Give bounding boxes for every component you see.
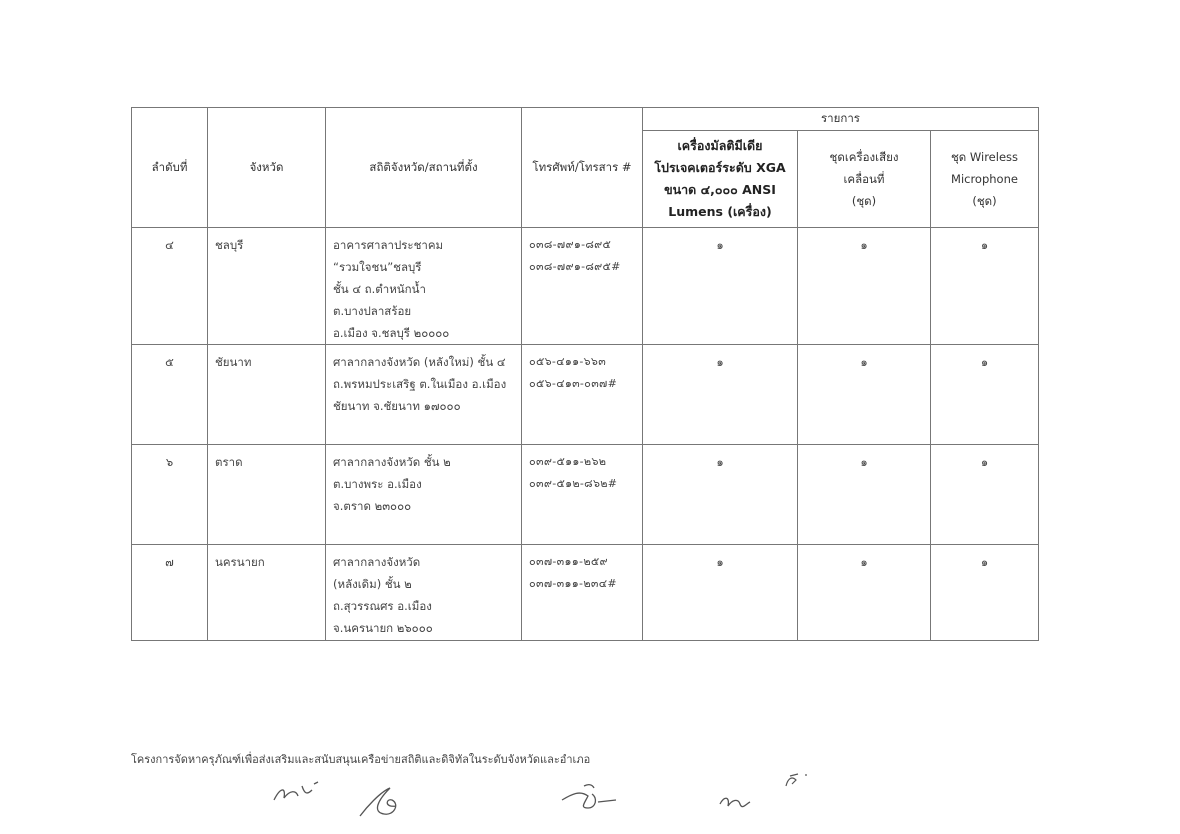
row-qty-projector: ๑ [643,345,798,445]
row-province: ชลบุรี [208,228,326,345]
row-qty-sound: ๑ [798,228,931,345]
header-projector: เครื่องมัลติมีเดีย โปรเจคเตอร์ระดับ XGA ขนาด ๔,๐๐๐ ANSI Lumens (เครื่อง) [643,131,798,228]
header-province: จังหวัด [208,108,326,228]
signature-3 [558,778,622,816]
table-row [132,228,1039,345]
row-qty-sound: ๑ [798,445,931,545]
row-qty-sound: ๑ [798,545,931,641]
row-qty-projector: ๑ [643,445,798,545]
row-qty-mic: ๑ [931,345,1039,445]
row-qty-mic: ๑ [931,545,1039,641]
row-no: ๕ [132,345,208,445]
header-office: สถิติจังหวัด/สถานที่ตั้ง [326,108,522,228]
row-province: ตราด [208,445,326,545]
table-row [132,545,1039,641]
row-qty-mic: ๑ [931,445,1039,545]
footer-project-text: โครงการจัดหาครุภัณฑ์เพื่อส่งเสริมและสนับสนุนเครือข่ายสถิติและดิจิทัลในระดับจังหวัดและอำเภอ [131,753,591,766]
header-items-group: รายการ [643,108,1039,131]
row-qty-mic: ๑ [931,228,1039,345]
row-phone: ๐๓๗-๓๑๑-๒๕๙ ๐๓๗-๓๑๑-๒๓๔# [522,545,643,641]
equipment-table [131,107,1039,641]
row-no: ๗ [132,545,208,641]
row-qty-projector: ๑ [643,228,798,345]
row-province: ชัยนาท [208,345,326,445]
row-address: ศาลากลางจังหวัด (หลังใหม่) ชั้น ๔ ถ.พรหมประเสริฐ ต.ในเมือง อ.เมือง ชัยนาท จ.ชัยนาท ๑๗๐๐๐ [326,345,522,445]
row-qty-projector: ๑ [643,545,798,641]
header-no: ลำดับที่ [132,108,208,228]
row-no: ๖ [132,445,208,545]
row-phone: ๐๓๘-๗๙๑-๘๙๕ ๐๓๘-๗๙๑-๘๙๕# [522,228,643,345]
signature-2 [356,782,412,822]
row-province: นครนายก [208,545,326,641]
row-address: ศาลากลางจังหวัด (หลังเดิม) ชั้น ๒ ถ.สุวรรณศร อ.เมือง จ.นครนายก ๒๖๐๐๐ [326,545,522,641]
row-address: ศาลากลางจังหวัด ชั้น ๒ ต.บางพระ อ.เมือง จ.ตราด ๒๓๐๐๐ [326,445,522,545]
row-phone: ๐๓๙-๕๑๑-๒๖๒ ๐๓๙-๕๑๒-๘๖๒# [522,445,643,545]
row-qty-sound: ๑ [798,345,931,445]
table-row [132,345,1039,445]
row-address: อาคารศาลาประชาคม “รวมใจชน”ชลบุรี ชั้น ๔ ถ.ตำหนักน้ำ ต.บางปลาสร้อย อ.เมือง จ.ชลบุรี ๒๐๐๐๐ [326,228,522,345]
row-no: ๔ [132,228,208,345]
header-sound-system: ชุดเครื่องเสียง เคลื่อนที่ (ชุด) [798,131,931,228]
row-phone: ๐๕๖-๔๑๑-๖๖๓ ๐๕๖-๔๑๓-๐๓๗# [522,345,643,445]
table-row [132,445,1039,545]
signature-5 [782,770,812,792]
header-wireless-mic: ชุด Wireless Microphone (ชุด) [931,131,1039,228]
header-phone: โทรศัพท์/โทรสาร # [522,108,643,228]
signature-4 [716,790,756,816]
signature-1 [268,778,328,810]
